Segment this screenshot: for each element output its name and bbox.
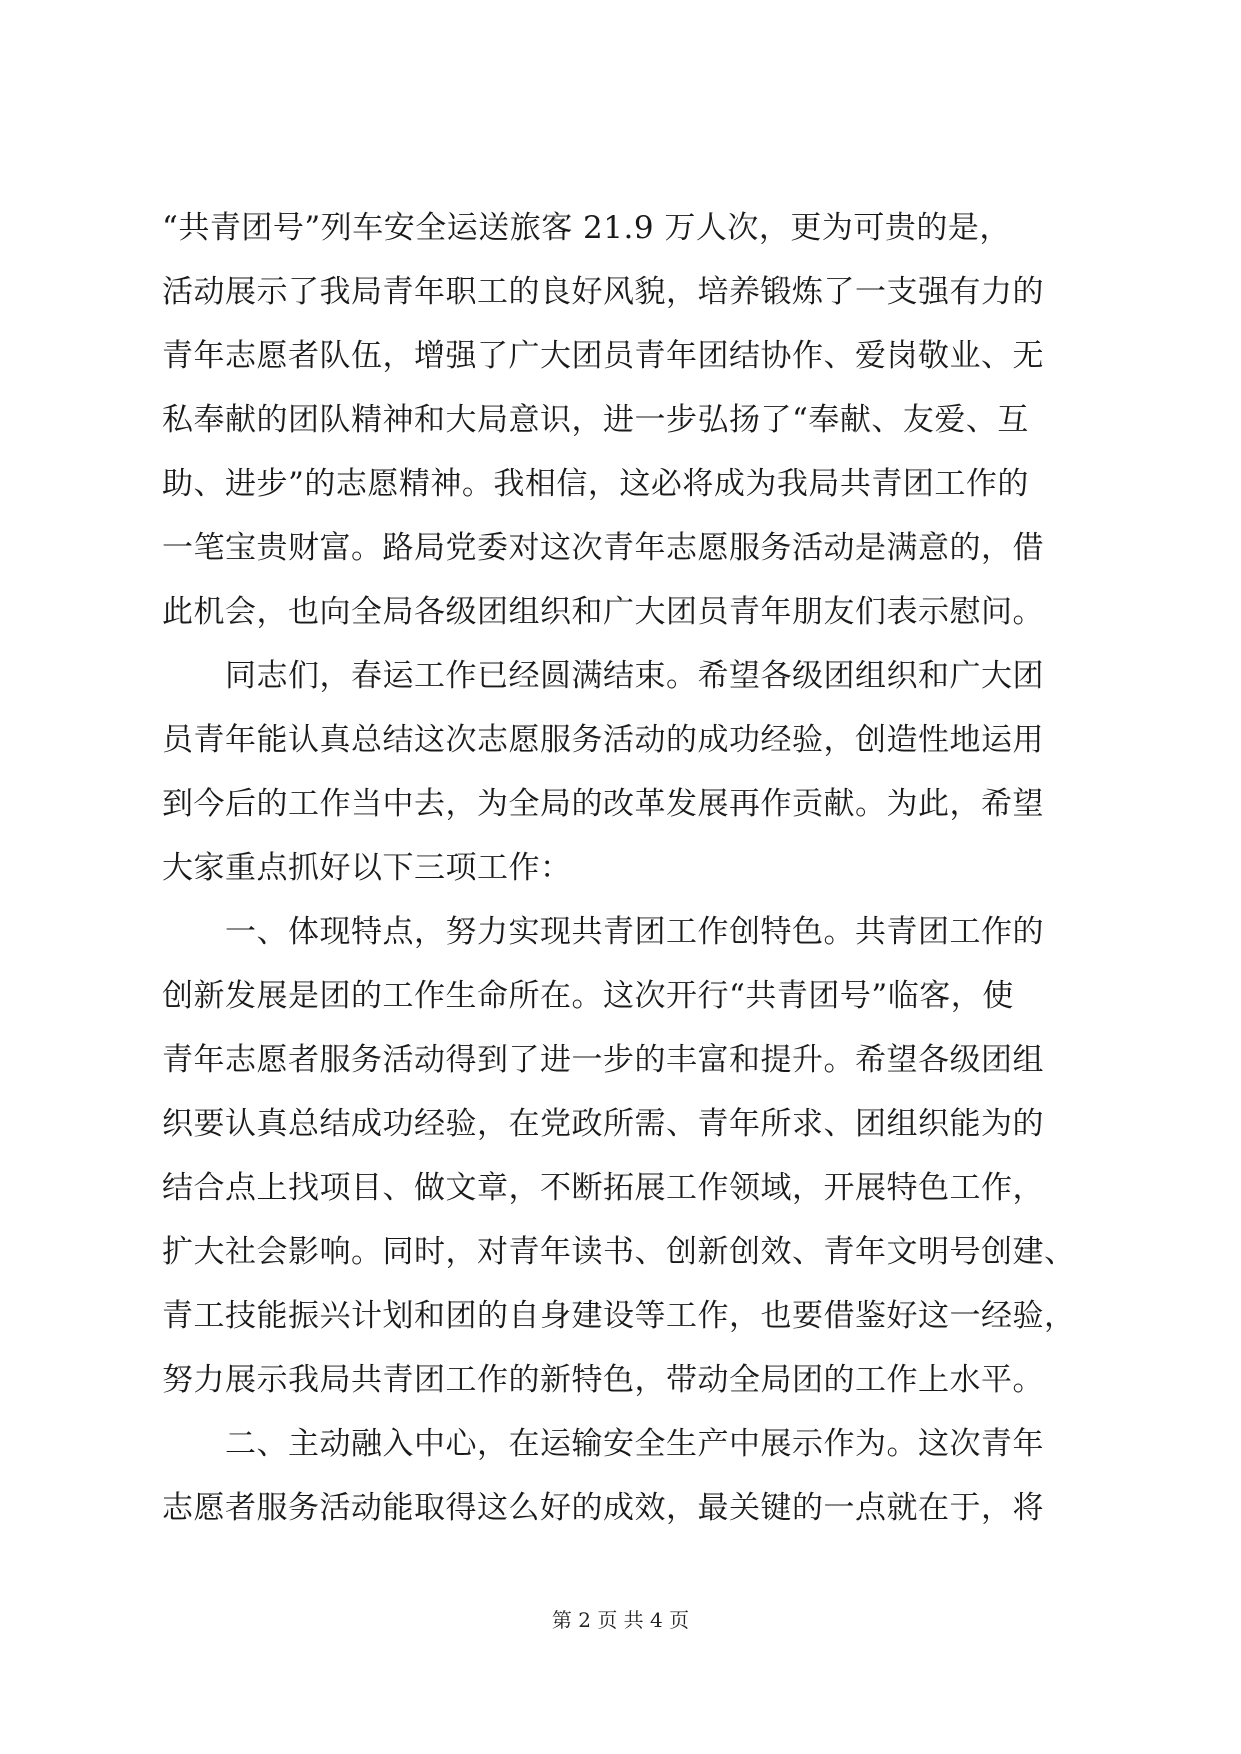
text-line: 此机会，也向全局各级团组织和广大团员青年朋友们表示慰问。 [162, 594, 1044, 630]
text-line: 一笔宝贵财富。路局党委对这次青年志愿服务活动是满意的，借 [162, 530, 1044, 566]
text-line: 员青年能认真总结这次志愿服务活动的成功经验，创造性地运用 [162, 722, 1044, 758]
body-text [162, 196, 1082, 1540]
text-line: 同志们，春运工作已经圆满结束。希望各级团组织和广大团 [162, 658, 1044, 694]
text-line: 青年志愿者队伍，增强了广大团员青年团结协作、爱岗敬业、无 [162, 338, 1044, 374]
text-line: 到今后的工作当中去，为全局的改革发展再作贡献。为此，希望 [162, 786, 1044, 822]
text-line: 大家重点抓好以下三项工作： [162, 850, 572, 886]
text-line: 青工技能振兴计划和团的自身建设等工作，也要借鉴好这一经验， [162, 1298, 1076, 1334]
text-line: 二、主动融入中心，在运输安全生产中展示作为。这次青年 [162, 1426, 1044, 1462]
text-line: 活动展示了我局青年职工的良好风貌，培养锻炼了一支强有力的 [162, 274, 1044, 310]
text-line: 私奉献的团队精神和大局意识，进一步弘扬了“奉献、友爱、互 [162, 402, 1029, 438]
text-line: 一、体现特点，努力实现共青团工作创特色。共青团工作的 [162, 914, 1044, 950]
text-line: 结合点上找项目、做文章，不断拓展工作领域，开展特色工作， [162, 1170, 1044, 1206]
text-line: 扩大社会影响。同时，对青年读书、创新创效、青年文明号创建、 [162, 1234, 1076, 1270]
text-line: 努力展示我局共青团工作的新特色，带动全局团的工作上水平。 [162, 1362, 1044, 1398]
text-line: 助、进步”的志愿精神。我相信，这必将成为我局共青团工作的 [162, 466, 1029, 502]
text-line: 志愿者服务活动能取得这么好的成效，最关键的一点就在于，将 [162, 1490, 1044, 1526]
text-line: 织要认真总结成功经验，在党政所需、青年所求、团组织能为的 [162, 1106, 1044, 1142]
page-footer: 第 2 页 共 4 页 [551, 1608, 690, 1632]
text-line: 创新发展是团的工作生命所在。这次开行“共青团号”临客，使 [162, 978, 1014, 1014]
text-line: 青年志愿者服务活动得到了进一步的丰富和提升。希望各级团组 [162, 1042, 1044, 1078]
text-line: “共青团号”列车安全运送旅客 21.9 万人次，更为可贵的是， [162, 210, 1011, 246]
